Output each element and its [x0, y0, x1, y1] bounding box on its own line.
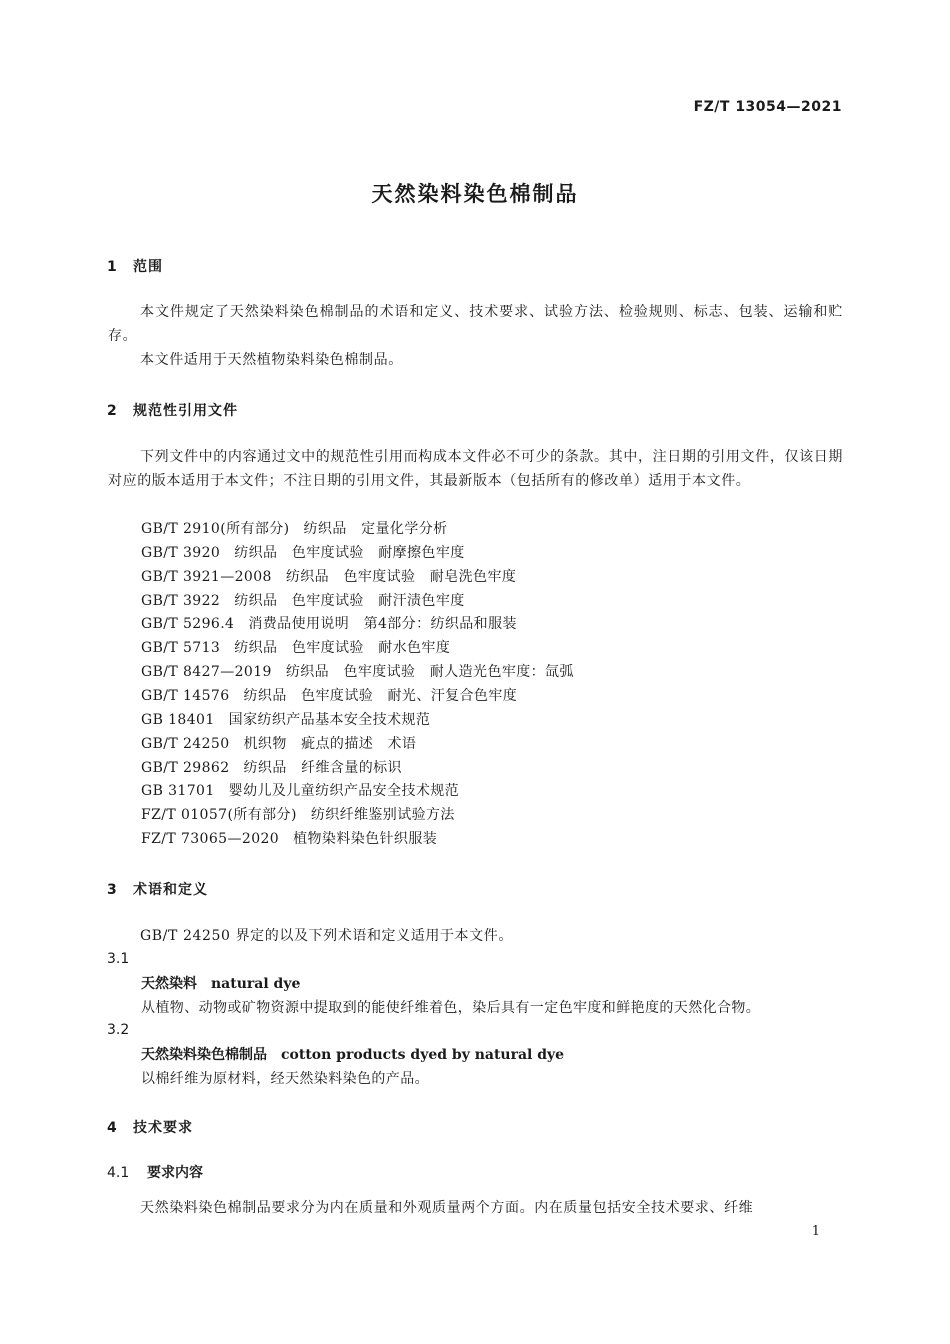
section-4-heading — [107, 1117, 193, 1137]
term-name-zh: 天然染料染色棉制品 — [141, 1047, 267, 1063]
page-number: 1 — [811, 1224, 820, 1239]
reference-item — [141, 542, 465, 562]
reference-item — [141, 709, 430, 729]
reference-item — [141, 661, 574, 681]
reference-item — [141, 566, 516, 586]
terms-intro: GB/T 24250 界定的以及下列术语和定义适用于本文件。 — [140, 928, 513, 944]
reference-title: 纺织纤维鉴别试验方法 — [310, 807, 455, 823]
section-3-heading — [107, 879, 208, 899]
reference-code: GB/T 14576 — [141, 688, 230, 704]
reference-item — [141, 637, 450, 657]
section-title: 技术要求 — [133, 1120, 193, 1136]
subsection-number: 4.1 — [107, 1165, 130, 1181]
subsection-4-1-heading — [107, 1162, 203, 1182]
standard-code: FZ/T 13054—2021 — [693, 99, 842, 115]
reference-item — [141, 780, 459, 800]
term-name-en: natural dye — [211, 976, 301, 992]
reference-item — [141, 804, 455, 824]
term-name-en: cotton products dyed by natural dye — [281, 1047, 565, 1063]
reference-title: 植物染料染色针织服装 — [293, 831, 438, 847]
scope-paragraph-1: 本文件规定了天然染料染色棉制品的术语和定义、技术要求、试验方法、检验规则、标志、包装、运输和贮存。 — [108, 304, 843, 344]
reference-code: GB/T 5296.4 — [141, 616, 235, 632]
term-number: 3.1 — [107, 951, 130, 967]
reference-code: GB/T 24250 — [141, 736, 230, 752]
reference-code: GB/T 3922 — [141, 593, 221, 609]
reference-title: 消费品使用说明 第4部分：纺织品和服装 — [248, 616, 517, 632]
reference-title: 纺织品 色牢度试验 耐汗渍色牢度 — [234, 593, 465, 609]
section-number: 3 — [107, 882, 118, 898]
reference-item — [141, 518, 448, 538]
term-number: 3.2 — [107, 1022, 130, 1038]
reference-code: FZ/T 73065—2020 — [141, 831, 280, 847]
reference-title: 婴幼儿及儿童纺织产品安全技术规范 — [228, 783, 460, 799]
reference-code: GB/T 29862 — [141, 760, 230, 776]
reference-title: 纺织品 色牢度试验 耐摩擦色牢度 — [234, 545, 465, 561]
reference-title: 纺织品 色牢度试验 耐皂洗色牢度 — [285, 569, 517, 585]
reference-item — [141, 685, 517, 705]
reference-code: GB/T 8427—2019 — [141, 664, 272, 680]
reference-title: 纺织品 色牢度试验 耐人造光色牢度：氙弧 — [285, 664, 574, 680]
reference-item — [141, 613, 517, 633]
reference-code: GB/T 3920 — [141, 545, 221, 561]
requirements-paragraph: 天然染料染色棉制品要求分为内在质量和外观质量两个方面。内在质量包括安全技术要求、纤维 — [140, 1200, 754, 1216]
section-number: 2 — [107, 403, 118, 419]
reference-title: 纺织品 定量化学分析 — [303, 521, 448, 537]
term-name — [141, 1044, 564, 1064]
reference-item — [141, 733, 416, 753]
scope-paragraph-2: 本文件适用于天然植物染料染色棉制品。 — [140, 352, 403, 368]
references-intro: 下列文件中的内容通过文中的规范性引用而构成本文件必不可少的条款。其中，注日期的引用文件，仅该日期对应的版本适用于本文件；不注日期的引用文件，其最新版本（包括所有的修改单）适用于本文件。 — [108, 449, 843, 489]
reference-item — [141, 828, 437, 848]
reference-title: 机织物 疵点的描述 术语 — [243, 736, 417, 752]
reference-title: 纺织品 色牢度试验 耐水色牢度 — [234, 640, 451, 656]
subsection-title: 要求内容 — [147, 1165, 203, 1181]
section-number: 1 — [107, 259, 118, 275]
section-title: 范围 — [133, 259, 163, 275]
reference-title: 纺织品 纤维含量的标识 — [243, 760, 402, 776]
reference-item — [141, 757, 402, 777]
reference-code: GB 31701 — [141, 783, 215, 799]
section-title: 规范性引用文件 — [133, 403, 238, 419]
reference-code: GB/T 2910(所有部分) — [141, 521, 290, 537]
section-2-heading — [107, 400, 238, 420]
reference-title: 纺织品 色牢度试验 耐光、汗复合色牢度 — [243, 688, 518, 704]
section-1-heading — [107, 256, 163, 276]
section-title: 术语和定义 — [133, 882, 208, 898]
term-name-zh: 天然染料 — [141, 976, 197, 992]
reference-code: GB 18401 — [141, 712, 215, 728]
reference-title: 国家纺织产品基本安全技术规范 — [228, 712, 431, 728]
reference-code: GB/T 5713 — [141, 640, 221, 656]
reference-code: GB/T 3921—2008 — [141, 569, 272, 585]
term-definition: 从植物、动物或矿物资源中提取到的能使纤维着色，染后具有一定色牢度和鲜艳度的天然化合物。 — [141, 1000, 761, 1016]
term-definition: 以棉纤维为原材料，经天然染料染色的产品。 — [141, 1071, 429, 1087]
reference-item — [141, 590, 465, 610]
document-title: 天然染料染色棉制品 — [371, 182, 579, 206]
reference-code: FZ/T 01057(所有部分) — [141, 807, 297, 823]
section-number: 4 — [107, 1120, 118, 1136]
term-name — [141, 973, 300, 993]
